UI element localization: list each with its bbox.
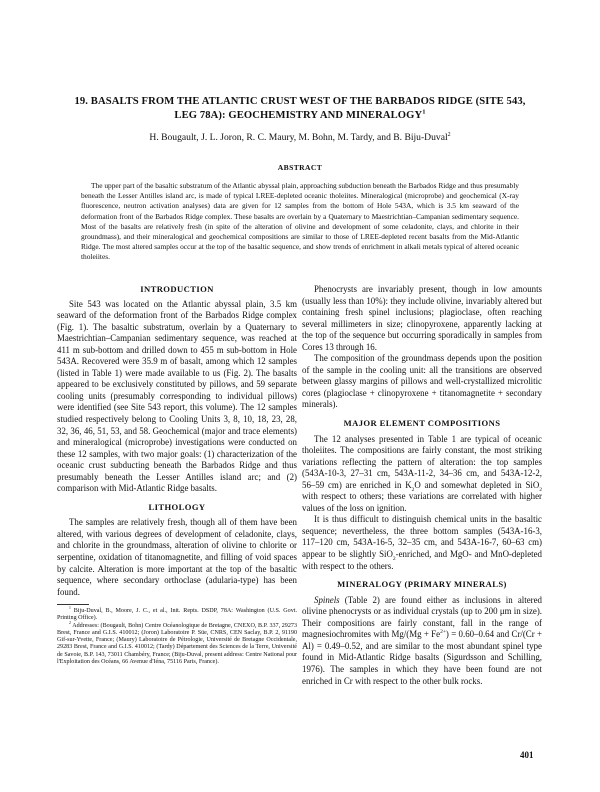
footnote-1-text: Biju-Duval, B., Moore, J. C., et al., Init. Repts. DSDP, 78A: Washington (U.S. Govt. Printing Office). [57,608,297,622]
major-element-paragraph-1 [302,434,542,515]
sio2-subscript-2: 2 [392,555,396,562]
mineralogy-heading: MINERALOGY (PRIMARY MINERALS) [337,579,507,590]
major-text-c: with respect to others; these variations are correlated with higher values of the loss on ignition. [302,491,542,513]
authors-footnote-marker: 2 [447,131,451,138]
phenocrysts-paragraph: Phenocrysts are invariably present, though in low amounts (usually less than 10%): they include olivine, invariably altered but containing fresh spinel inclusions; plagioclase, often reaching several millimeters in size; clinopyroxene, apparently lacking at the top of the sequence but occurring sporadically in samples from Cores 13 through 16. [302,284,542,352]
major-text2-a: It is thus difficult to distinguish chemical units in the basaltic sequence; nevertheless, the three bottom samples (543A-16-3, 117–120 cm, 543A-16-5, 32–35 cm, and 543A-16-7, 60–63 cm) appear to be slightly SiO [302,514,542,560]
title-line-1: 19. BASALTS FROM THE ATLANTIC CRUST WEST OF THE BARBADOS RIDGE (SITE 543, [74,96,526,107]
lithology-paragraph: The samples are relatively fresh, though all of them have been altered, with various degrees of development of celadonite, clays, and chlorite in the groundmass, alteration of olivine to chlorite or serpentine, oxidation of titanomagnetite, and filling of void spaces by calcite. Alteration is more important at the top of the basaltic sequence, where secondary orthoclase (adularia-type) has been found. [57,517,297,597]
abstract-text: The upper part of the basaltic substratum of the Atlantic abyssal plain, approaching subduction beneath the Barbados Ridge and thus presumably beneath the Lesser Antilles island arc, is made of typical LREE-depleted oceanic tholeiites. Mineralogical (microprobe) and geochemical (X-ray fluorescence, neutron activation analyses) data are given for 12 samples from the bottom of Hole 543A, which is 3.5 km seaward of the deformation front of the Barbados Ridge complex. These basalts are overlain by a Quaternary to Maestrichtian–Campanian sedimentary sequence. Most of the basalts are relatively fresh (in spite of the alteration of olivine and development of some celadonite, clays, and chlorite in their groundmass), and their mineralogical and geochemical compositions are similar to those of LREE-depleted recent basalts from the Mid-Atlantic Ridge. The most altered samples occur at the top of the basaltic sequence, and show trends of enrichment in alkali metals typical of altered oceanic tholeiites. [81,181,519,262]
title-line-2: LEG 78A): GEOCHEMISTRY AND MINERALOGY [174,110,423,121]
major-element-heading: MAJOR ELEMENT COMPOSITIONS [343,418,501,429]
footnote-2-text: Addresses: (Bougault, Bohn) Centre Océanologique de Bretagne, CNEXO, B.P. 337, 29273 Brest, France and G.I.S. 410012; (Joron) Laboratoire P. Süe, CNRS, CEN Saclay, B.P. 2, 91190 Gif-sur-Yvette, France; (Maury) Laboratoire de Pétrologie, Université de Bretagne Occidentale, 29283 Brest, France and G.I.S. 410012; (Tardy) Département des Sciences de la Terre, Université de Savoie, B.P. 143, 73011 Chambéry, France; (Biju-Duval, present address: Centre National pour l'Exploitation des Océans, 66 Avenue d'Iéna, 75116 Paris, France). [57,622,297,665]
footnote-2 [57,620,297,666]
major-text-a: The 12 analyses presented in Table 1 are typical of oceanic tholeiites. The compositions are fairly constant, the most striking variations reflecting the pattern of alteration: the top samples (543A-10-3, 27–31 cm, 543A-11-2, 34–36 cm, and 543A-12-2, 56–59 cm) are enriched in K [302,433,542,490]
footnote-1-marker: 1 [69,606,71,611]
groundmass-paragraph: The composition of the groundmass depends upon the position of the sample in the cooling unit: all the transitions are observed between glassy margins of pillows and well-crystallized microlitic cores (plagioclase + clinopyroxene + titanomagnetite + secondary minerals). [302,353,542,410]
footnote-divider [57,604,89,605]
introduction-paragraph: Site 543 was located on the Atlantic abyssal plain, 3.5 km seaward of the deformation front of the Barbados Ridge complex (Fig. 1). The basaltic substratum, overlain by a Quaternary to Maestrichtian–Campanian sedimentary sequence, was reached at 411 m sub-bottom and drilled down to 455 m sub-bottom in Hole 543A. Recovered were 35.9 m of basalt, among which 12 samples (listed in Table 1) were made available to us (Fig. 2). The basalts appeared to be exclusively constituted by pillows, and 59 separate cooling units (presumably corresponding to individual pillows) were identified (see Site 543 report, this volume). The 12 samples studied respectively belong to Cooling Units 3, 8, 10, 18, 23, 28, 32, 36, 46, 51, 53, and 58. Geochemical (major and trace elements) and mineralogical (microprobe) investigations were conducted on these 12 samples, with two major goals: (1) characterization of the oceanic crust subducting beneath the Barbados Ridge and thus presumably beneath the Lesser Antilles island arc; and (2) comparison with Mid-Atlantic Ridge basalts. [57,298,297,494]
footnote-2-marker: 2 [69,620,71,625]
major-text-b: O and somewhat depleted in SiO [414,479,540,490]
spinels-label: Spinels [314,594,340,605]
sio2-subscript: 2 [539,486,543,493]
lithology-heading: LITHOLOGY [148,501,206,512]
major-element-paragraph-2 [302,514,542,572]
authors-text: H. Bougault, J. L. Joron, R. C. Maury, M. Bohn, M. Tardy, and B. Biju-Duval [149,132,448,143]
abstract-heading: ABSTRACT [277,163,323,172]
left-column [57,284,297,666]
title-footnote-marker: 1 [422,108,426,116]
author-list [30,132,570,143]
introduction-heading: INTRODUCTION [140,284,214,294]
fe2-superscript: 2+ [440,629,446,636]
major-text2-b: -enriched, and MgO- and MnO-depleted with respect to the others. [302,549,542,571]
page-number: 401 [520,750,534,760]
spinels-paragraph [302,595,542,687]
footnote-1 [57,608,297,622]
k2o-subscript: 2 [411,486,415,493]
right-column [302,284,542,687]
spinels-text-a: (Table 2) are found either as inclusions in altered olivine phenocrysts or as individual crystals (up to 200 μm in size). Their compositions are fairly constant, fall in the range of magnesiochromites with Mg/(Mg + Fe [302,594,542,640]
paper-title [30,95,570,123]
spinels-text-b: ) = 0.60–0.64 and Cr/(Cr + Al) = 0.49–0.52, and are similar to the most abundant spinel type found in Mid-Atlantic Ridge basalts (Sigurdsson and Schilling, 1976). The samples in which they have been found are not enriched in Cr with respect to the other bulk rocks. [302,629,543,686]
